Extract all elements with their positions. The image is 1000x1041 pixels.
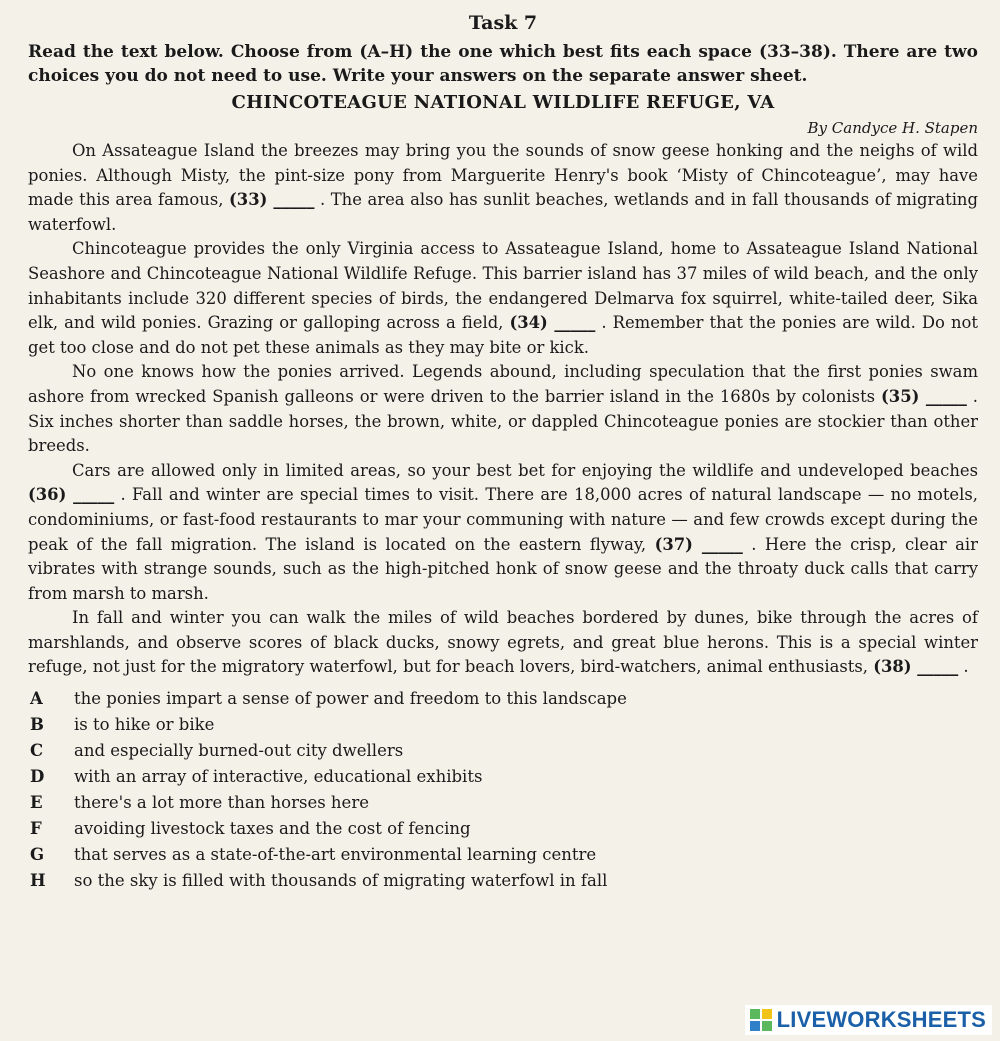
paragraph-text: On Assateague Island the breezes may bring you the sounds of snow geese honking and the neighs of wild ponies. Although Misty, the pint-size pony from Marguerite Henry's book ‘Misty of Chincoteague’, may have made this area famous, (28, 141, 978, 210)
article-body (28, 139, 978, 680)
paragraph-text: . The area also has sunlit beaches, wetlands and in fall thousands of migrating waterfowl. (28, 190, 978, 234)
paragraph-text: No one knows how the ponies arrived. Legends abound, including speculation that the first ponies swam ashore from wrecked Spanish galleons or were driven to the barrier island in the 1680s by colonists (28, 362, 978, 406)
option-text: with an array of interactive, educational exhibits (74, 767, 483, 787)
option-text: the ponies impart a sense of power and freedom to this landscape (74, 689, 627, 709)
gap-34[interactable]: (34) _____ (509, 313, 596, 333)
option-letter: H (30, 871, 46, 891)
paragraph-4 (28, 459, 978, 607)
liveworksheets-logo-icon (749, 1008, 773, 1032)
paragraph-text: Cars are allowed only in limited areas, so your best bet for enjoying the wildlife and undeveloped beaches (72, 460, 978, 480)
option-text: that serves as a state-of-the-art environmental learning centre (74, 845, 597, 865)
byline: By Candyce H. Stapen (807, 119, 978, 137)
option-letter: G (30, 845, 45, 865)
worksheet-page (28, 12, 978, 894)
liveworksheets-watermark (745, 1005, 992, 1035)
option-letter: B (30, 715, 44, 735)
article-title: CHINCOTEAGUE NATIONAL WILDLIFE REFUGE, VA (231, 92, 775, 113)
answer-options (28, 686, 978, 894)
option-b (28, 712, 978, 738)
option-letter: A (30, 689, 43, 709)
watermark-text: LIVEWORKSHEETS (776, 1007, 986, 1032)
gap-35[interactable]: (35) _____ (881, 386, 967, 406)
option-f (28, 816, 978, 842)
gap-36[interactable]: (36) _____ (28, 485, 115, 505)
paragraph-text: . (958, 657, 969, 677)
paragraph-2 (28, 237, 978, 360)
option-d (28, 764, 978, 790)
option-text: avoiding livestock taxes and the cost of fencing (74, 819, 471, 839)
gap-38[interactable]: (38) _____ (873, 657, 959, 677)
option-c (28, 738, 978, 764)
option-h (28, 868, 978, 894)
paragraph-text: . Here the crisp, clear air vibrates with strange sounds, such as the high-pitched honk of snow geese and the throaty duck calls that carry from marsh to marsh. (28, 534, 978, 603)
instructions: Read the text below. Choose from (A–H) the one which best fits each space (33–38). There are two choices you do not need to use. Write your answers on the separate answer sheet. (28, 42, 978, 86)
paragraph-text: . Fall and winter are special times to visit. There are 18,000 acres of natural landscape — no motels, condominiums, or fast-food restaurants to mar your communing with nature — and few crowds except during the peak of the fall migration. The island is located on the eastern flyway, (28, 485, 978, 554)
paragraph-1 (28, 139, 978, 237)
paragraph-text: Chincoteague provides the only Virginia access to Assateague Island, home to Assateague Island National Seashore and Chincoteague National Wildlife Refuge. This barrier island has 37 miles of wild beach, and the only inhabitants include 320 different species of birds, the endangered Delmarva fox squirrel, white-tailed deer, Sika elk, and wild ponies. Grazing or galloping across a field, (28, 239, 978, 333)
option-e (28, 790, 978, 816)
option-letter: D (30, 767, 45, 787)
option-text: so the sky is filled with thousands of migrating waterfowl in fall (74, 871, 608, 891)
task-title: Task 7 (468, 12, 538, 34)
option-text: is to hike or bike (74, 715, 215, 735)
option-g (28, 842, 978, 868)
paragraph-text: In fall and winter you can walk the miles of wild beaches bordered by dunes, bike through the acres of marshlands, and observe scores of black ducks, snowy egrets, and great blue herons. This is a special winter refuge, not just for the migratory waterfowl, but for beach lovers, bird-watchers, animal enthusiasts, (28, 608, 978, 677)
option-letter: F (30, 819, 42, 839)
option-a (28, 686, 978, 712)
option-letter: E (30, 793, 43, 813)
gap-33[interactable]: (33) _____ (229, 190, 315, 210)
option-letter: C (30, 741, 44, 761)
option-text: there's a lot more than horses here (74, 793, 369, 813)
paragraph-text: . Remember that the ponies are wild. Do not get too close and do not pet these animals as they may bite or kick. (28, 313, 978, 357)
paragraph-5 (28, 606, 978, 680)
gap-37[interactable]: (37) _____ (654, 534, 743, 554)
paragraph-3 (28, 360, 978, 458)
option-text: and especially burned-out city dwellers (74, 741, 404, 761)
paragraph-text: . Six inches shorter than saddle horses, the brown, white, or dappled Chincoteague ponies are stockier than other breeds. (28, 386, 978, 456)
